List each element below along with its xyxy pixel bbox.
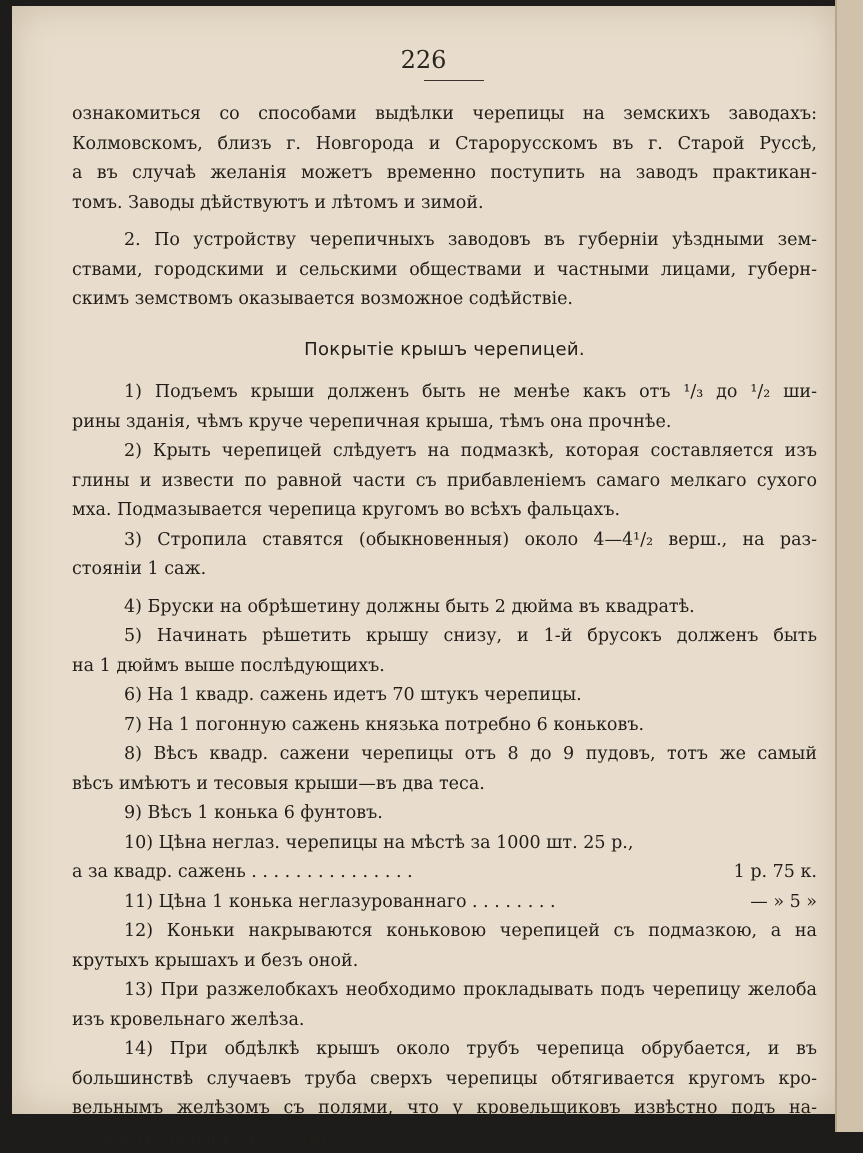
text-line: 2) Крыть черепицей слѣдуетъ на подмазкѣ, которая составляется изъ — [72, 437, 817, 467]
text-line: крутыхъ крышахъ и безъ оной. — [72, 947, 817, 977]
text-line: 3) Стропила ставятся (обыкновенныя) около 4—4¹/₂ верш., на раз- — [72, 526, 817, 556]
text-line: 1) Подъемъ крыши долженъ быть не менѣе какъ отъ ¹/₃ до ¹/₂ ши- — [72, 378, 817, 408]
text-line: званіемъ „шарфъ съ полями“. — [72, 1124, 817, 1153]
page-number: 226 — [12, 46, 835, 74]
price-row — [72, 888, 817, 918]
item-9 — [72, 799, 817, 829]
text-line: мха. Подмазывается черепица кругомъ во всѣхъ фальцахъ. — [72, 496, 817, 526]
price-value: — » 5 » — [750, 888, 817, 918]
text-line: большинствѣ случаевъ труба сверхъ черепицы обтягивается кругомъ кро- — [72, 1065, 817, 1095]
text-line: 6) На 1 квадр. сажень идетъ 70 штукъ черепицы. — [72, 681, 817, 711]
item-12 — [72, 917, 817, 976]
text-line: вельнымъ желѣзомъ съ полями, что у кровельщиковъ извѣстно подъ на- — [72, 1094, 817, 1124]
item-6 — [72, 681, 817, 711]
item-14 — [72, 1035, 817, 1153]
item-11 — [72, 888, 817, 918]
item-1 — [72, 378, 817, 437]
text-line: ствами, городскими и сельскими обществами и частными лицами, губерн- — [72, 256, 817, 286]
book-page — [12, 6, 835, 1114]
point-2-paragraph — [72, 226, 817, 315]
item-13 — [72, 976, 817, 1035]
text-line: рины зданія, чѣмъ круче черепичная крыша, тѣмъ она прочнѣе. — [72, 408, 817, 438]
text-line: 4) Бруски на обрѣшетину должны быть 2 дюйма въ квадратѣ. — [72, 593, 817, 623]
text-line: 7) На 1 погонную сажень князька потребно 6 коньковъ. — [72, 711, 817, 741]
text-line: 13) При разжелобкахъ необходимо прокладывать подъ черепицу желоба — [72, 976, 817, 1006]
price-value: 1 р. 75 к. — [734, 858, 817, 888]
page-number-rule — [424, 80, 484, 81]
text-line: 9) Вѣсъ 1 конька 6 фунтовъ. — [72, 799, 817, 829]
text-line: 5) Начинать рѣшетить крышу снизу, и 1-й брусокъ долженъ быть — [72, 622, 817, 652]
item-2 — [72, 437, 817, 526]
text-line: 2. По устройству черепичныхъ заводовъ въ губерніи уѣздными зем- — [72, 226, 817, 256]
item-4 — [72, 593, 817, 623]
text-line: скимъ земствомъ оказывается возможное содѣйствіе. — [72, 285, 817, 315]
text-line: томъ. Заводы дѣйствуютъ и лѣтомъ и зимой. — [72, 189, 817, 219]
text-line: а въ случаѣ желанія можетъ временно поступить на заводъ практикан- — [72, 159, 817, 189]
item-3 — [72, 526, 817, 585]
text-line: 14) При обдѣлкѣ крышъ около трубъ черепица обрубается, и въ — [72, 1035, 817, 1065]
page-body — [72, 100, 817, 1153]
item-8 — [72, 740, 817, 799]
item-10 — [72, 829, 817, 888]
text-line: изъ кровельнаго желѣза. — [72, 1006, 817, 1036]
text-line: на 1 дюймъ выше послѣдующихъ. — [72, 652, 817, 682]
text-line: 8) Вѣсъ квадр. сажени черепицы отъ 8 до 9 пудовъ, тотъ же самый — [72, 740, 817, 770]
page-edge — [835, 0, 863, 1132]
text-line: ознакомиться со способами выдѣлки черепицы на земскихъ заводахъ: — [72, 100, 817, 130]
item-5 — [72, 622, 817, 681]
text-line: Колмовскомъ, близъ г. Новгорода и Старорусскомъ въ г. Старой Руссѣ, — [72, 130, 817, 160]
text-line: 12) Коньки накрываются коньковою черепицей съ подмазкою, а на — [72, 917, 817, 947]
price-row — [72, 858, 817, 888]
item-7 — [72, 711, 817, 741]
text-line: глины и извести по равной части съ прибавленіемъ самаго мелкаго сухого — [72, 467, 817, 497]
price-label: а за квадр. сажень . . . . . . . . . . . . . . . — [72, 858, 413, 888]
text-line: стояніи 1 саж. — [72, 555, 817, 585]
text-line: вѣсъ имѣютъ и тесовыя крыши—въ два теса. — [72, 770, 817, 800]
intro-paragraph — [72, 100, 817, 218]
text-line: 10) Цѣна неглаз. черепицы на мѣстѣ за 1000 шт. 25 р., — [72, 829, 817, 859]
price-label: 11) Цѣна 1 конька неглазурованнаго . . . . . . . . — [124, 888, 556, 918]
section-title: Покрытіе крышъ черепицей. — [72, 335, 817, 365]
